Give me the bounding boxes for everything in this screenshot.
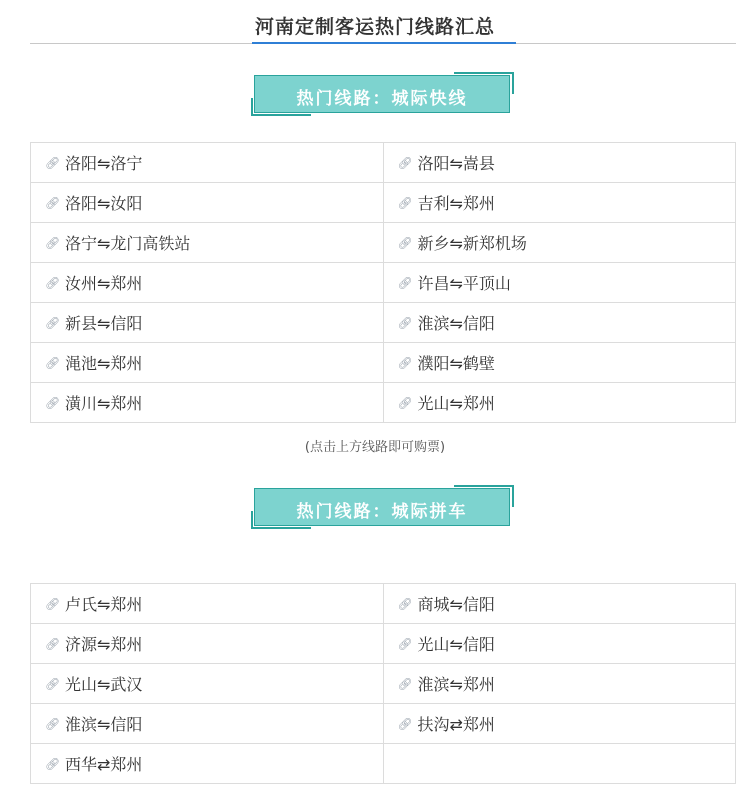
table-row (31, 223, 736, 263)
section-heading: 热门线路：城际拼车 (296, 502, 468, 522)
route-link[interactable]: 🔗︎ 淮滨⇋信阳 (383, 303, 736, 343)
table-row (31, 303, 736, 343)
route-link[interactable]: 🔗︎ 渑池⇋郑州 (31, 343, 384, 383)
table-row (31, 383, 736, 423)
link-icon: 🔗︎ (397, 395, 413, 410)
route-link[interactable]: 🔗︎ 新乡⇋新郑机场 (383, 223, 736, 263)
page-title: 河南定制客运热门线路汇总 (254, 16, 495, 38)
route-link[interactable]: 🔗︎ 淮滨⇋郑州 (383, 664, 736, 704)
link-icon: 🔗︎ (45, 636, 61, 651)
link-icon: 🔗︎ (45, 716, 61, 731)
link-icon: 🔗︎ (45, 155, 61, 170)
route-table-intercity-carpool (30, 583, 736, 784)
link-icon: 🔗︎ (45, 195, 61, 210)
route-link[interactable]: 🔗︎ 光山⇋武汉 (31, 664, 384, 704)
link-icon: 🔗︎ (45, 395, 61, 410)
route-link[interactable]: 🔗︎ 洛宁⇋龙门高铁站 (31, 223, 384, 263)
route-link[interactable]: 🔗︎ 光山⇋信阳 (383, 624, 736, 664)
purchase-hint: (点击上方线路即可购票) (304, 440, 446, 455)
route-link[interactable]: 🔗︎ 卢氏⇋郑州 (31, 584, 384, 624)
route-link[interactable]: 🔗︎ 吉利⇋郑州 (383, 183, 736, 223)
table-row (31, 744, 736, 784)
link-icon: 🔗︎ (397, 195, 413, 210)
link-icon: 🔗︎ (397, 235, 413, 250)
link-icon: 🔗︎ (397, 636, 413, 651)
link-icon: 🔗︎ (397, 716, 413, 731)
route-link[interactable]: 🔗︎ 洛阳⇋汝阳 (31, 183, 384, 223)
section-banner-intercity-carpool (254, 488, 510, 526)
route-link[interactable]: 🔗︎ 商城⇋信阳 (383, 584, 736, 624)
section-banner-intercity-express (254, 75, 510, 113)
table-row (31, 624, 736, 664)
route-link[interactable]: 🔗︎ 淮滨⇋信阳 (31, 704, 384, 744)
link-icon: 🔗︎ (397, 676, 413, 691)
route-link[interactable]: 🔗︎ 洛阳⇋嵩县 (383, 143, 736, 183)
link-icon: 🔗︎ (45, 275, 61, 290)
link-icon: 🔗︎ (45, 596, 61, 611)
table-row (31, 183, 736, 223)
route-link[interactable]: 🔗︎ 新县⇋信阳 (31, 303, 384, 343)
route-link[interactable]: 🔗︎ 许昌⇋平顶山 (383, 263, 736, 303)
route-link[interactable]: 🔗︎ 济源⇋郑州 (31, 624, 384, 664)
page-header (0, 0, 750, 44)
route-link[interactable]: 🔗︎ 扶沟⇄郑州 (383, 704, 736, 744)
route-table-intercity-express (30, 142, 736, 423)
route-link[interactable]: 🔗︎ 光山⇋郑州 (383, 383, 736, 423)
table-row (31, 263, 736, 303)
link-icon: 🔗︎ (397, 355, 413, 370)
route-link[interactable]: 🔗︎ 潢川⇋郑州 (31, 383, 384, 423)
link-icon: 🔗︎ (397, 596, 413, 611)
link-icon: 🔗︎ (397, 275, 413, 290)
empty-cell (383, 744, 736, 784)
table-row (31, 584, 736, 624)
table-row (31, 704, 736, 744)
route-link[interactable]: 🔗︎ 西华⇄郑州 (31, 744, 384, 784)
link-icon: 🔗︎ (397, 155, 413, 170)
link-icon: 🔗︎ (397, 315, 413, 330)
table-row (31, 343, 736, 383)
route-link[interactable]: 🔗︎ 汝州⇋郑州 (31, 263, 384, 303)
link-icon: 🔗︎ (45, 756, 61, 771)
section-heading: 热门线路：城际快线 (296, 89, 468, 109)
table-row (31, 664, 736, 704)
link-icon: 🔗︎ (45, 676, 61, 691)
table-row (31, 143, 736, 183)
link-icon: 🔗︎ (45, 355, 61, 370)
title-accent-underline (252, 42, 516, 44)
route-link[interactable]: 🔗︎ 洛阳⇋洛宁 (31, 143, 384, 183)
route-link[interactable]: 🔗︎ 濮阳⇋鹤壁 (383, 343, 736, 383)
link-icon: 🔗︎ (45, 235, 61, 250)
link-icon: 🔗︎ (45, 315, 61, 330)
